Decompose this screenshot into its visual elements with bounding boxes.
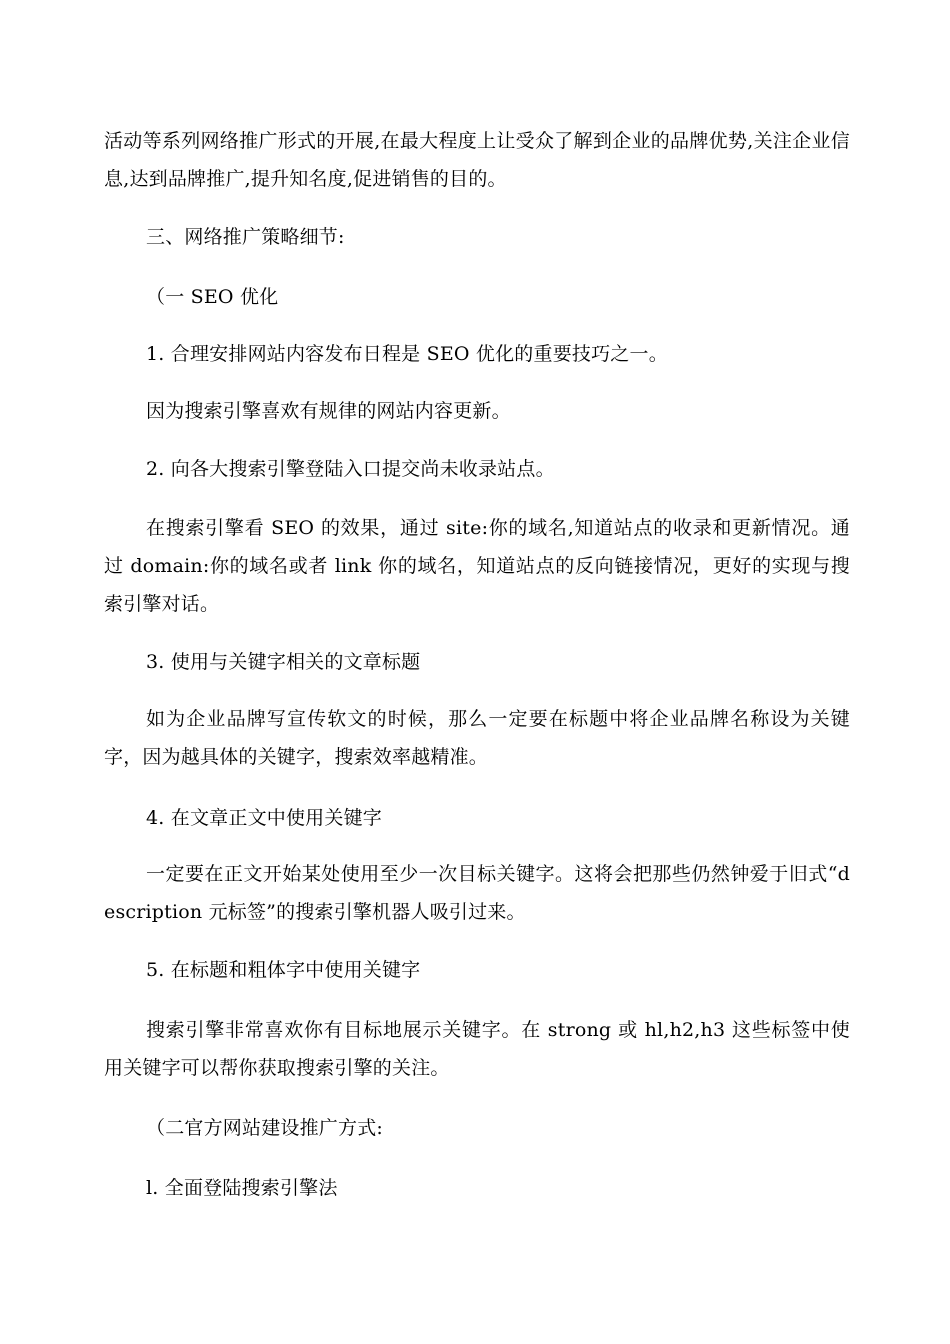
paragraph-item-1-detail: 因为搜索引擎喜欢有规律的网站内容更新。 [146, 400, 511, 422]
paragraph-item-4-detail: 一定要在正文开始某处使用至少一次目标关键字。这将会把那些仍然钟爱于旧式“description 元标签”的搜索引擎机器人吸引过来。 [104, 863, 850, 923]
paragraph-item-5-detail: 搜索引擎非常喜欢你有目标地展示关键字。在 strong 或 hl,h2,h3 这些标签中使用关键字可以帮你获取搜索引擎的关注。 [104, 1019, 850, 1079]
list-item-4: 4. 在文章正文中使用关键字 [146, 807, 382, 829]
subsection-heading-official-site: （二官方网站建设推广方式: [146, 1117, 384, 1139]
list-item-2: 2. 向各大搜索引擎登陆入口提交尚未收录站点。 [146, 458, 555, 480]
subsection-heading-seo: （一 SEO 优化 [146, 286, 279, 308]
paragraph-item-3-detail: 如为企业品牌写宣传软文的时候，那么一定要在标题中将企业品牌名称设为关键字，因为越具体的关键字，搜索效率越精准。 [104, 708, 850, 768]
list-item-search-engine: l. 全面登陆搜索引擎法 [146, 1177, 338, 1199]
list-item-5: 5. 在标题和粗体字中使用关键字 [146, 959, 421, 981]
section-heading-strategy: 三、网络推广策略细节: [146, 226, 345, 248]
list-item-3: 3. 使用与关键字相关的文章标题 [146, 651, 421, 673]
list-item-1: 1. 合理安排网站内容发布日程是 SEO 优化的重要技巧之一。 [146, 343, 668, 365]
paragraph-item-2-detail: 在搜索引擎看 SEO 的效果，通过 site:你的域名,知道站点的收录和更新情况。通过 domain:你的域名或者 link 你的域名，知道站点的反向链接情况，更好的实现与搜索引擎对话。 [104, 517, 850, 615]
paragraph-intro: 活动等系列网络推广形式的开展,在最大程度上让受众了解到企业的品牌优势,关注企业信息,达到品牌推广,提升知名度,促进销售的目的。 [104, 130, 850, 190]
